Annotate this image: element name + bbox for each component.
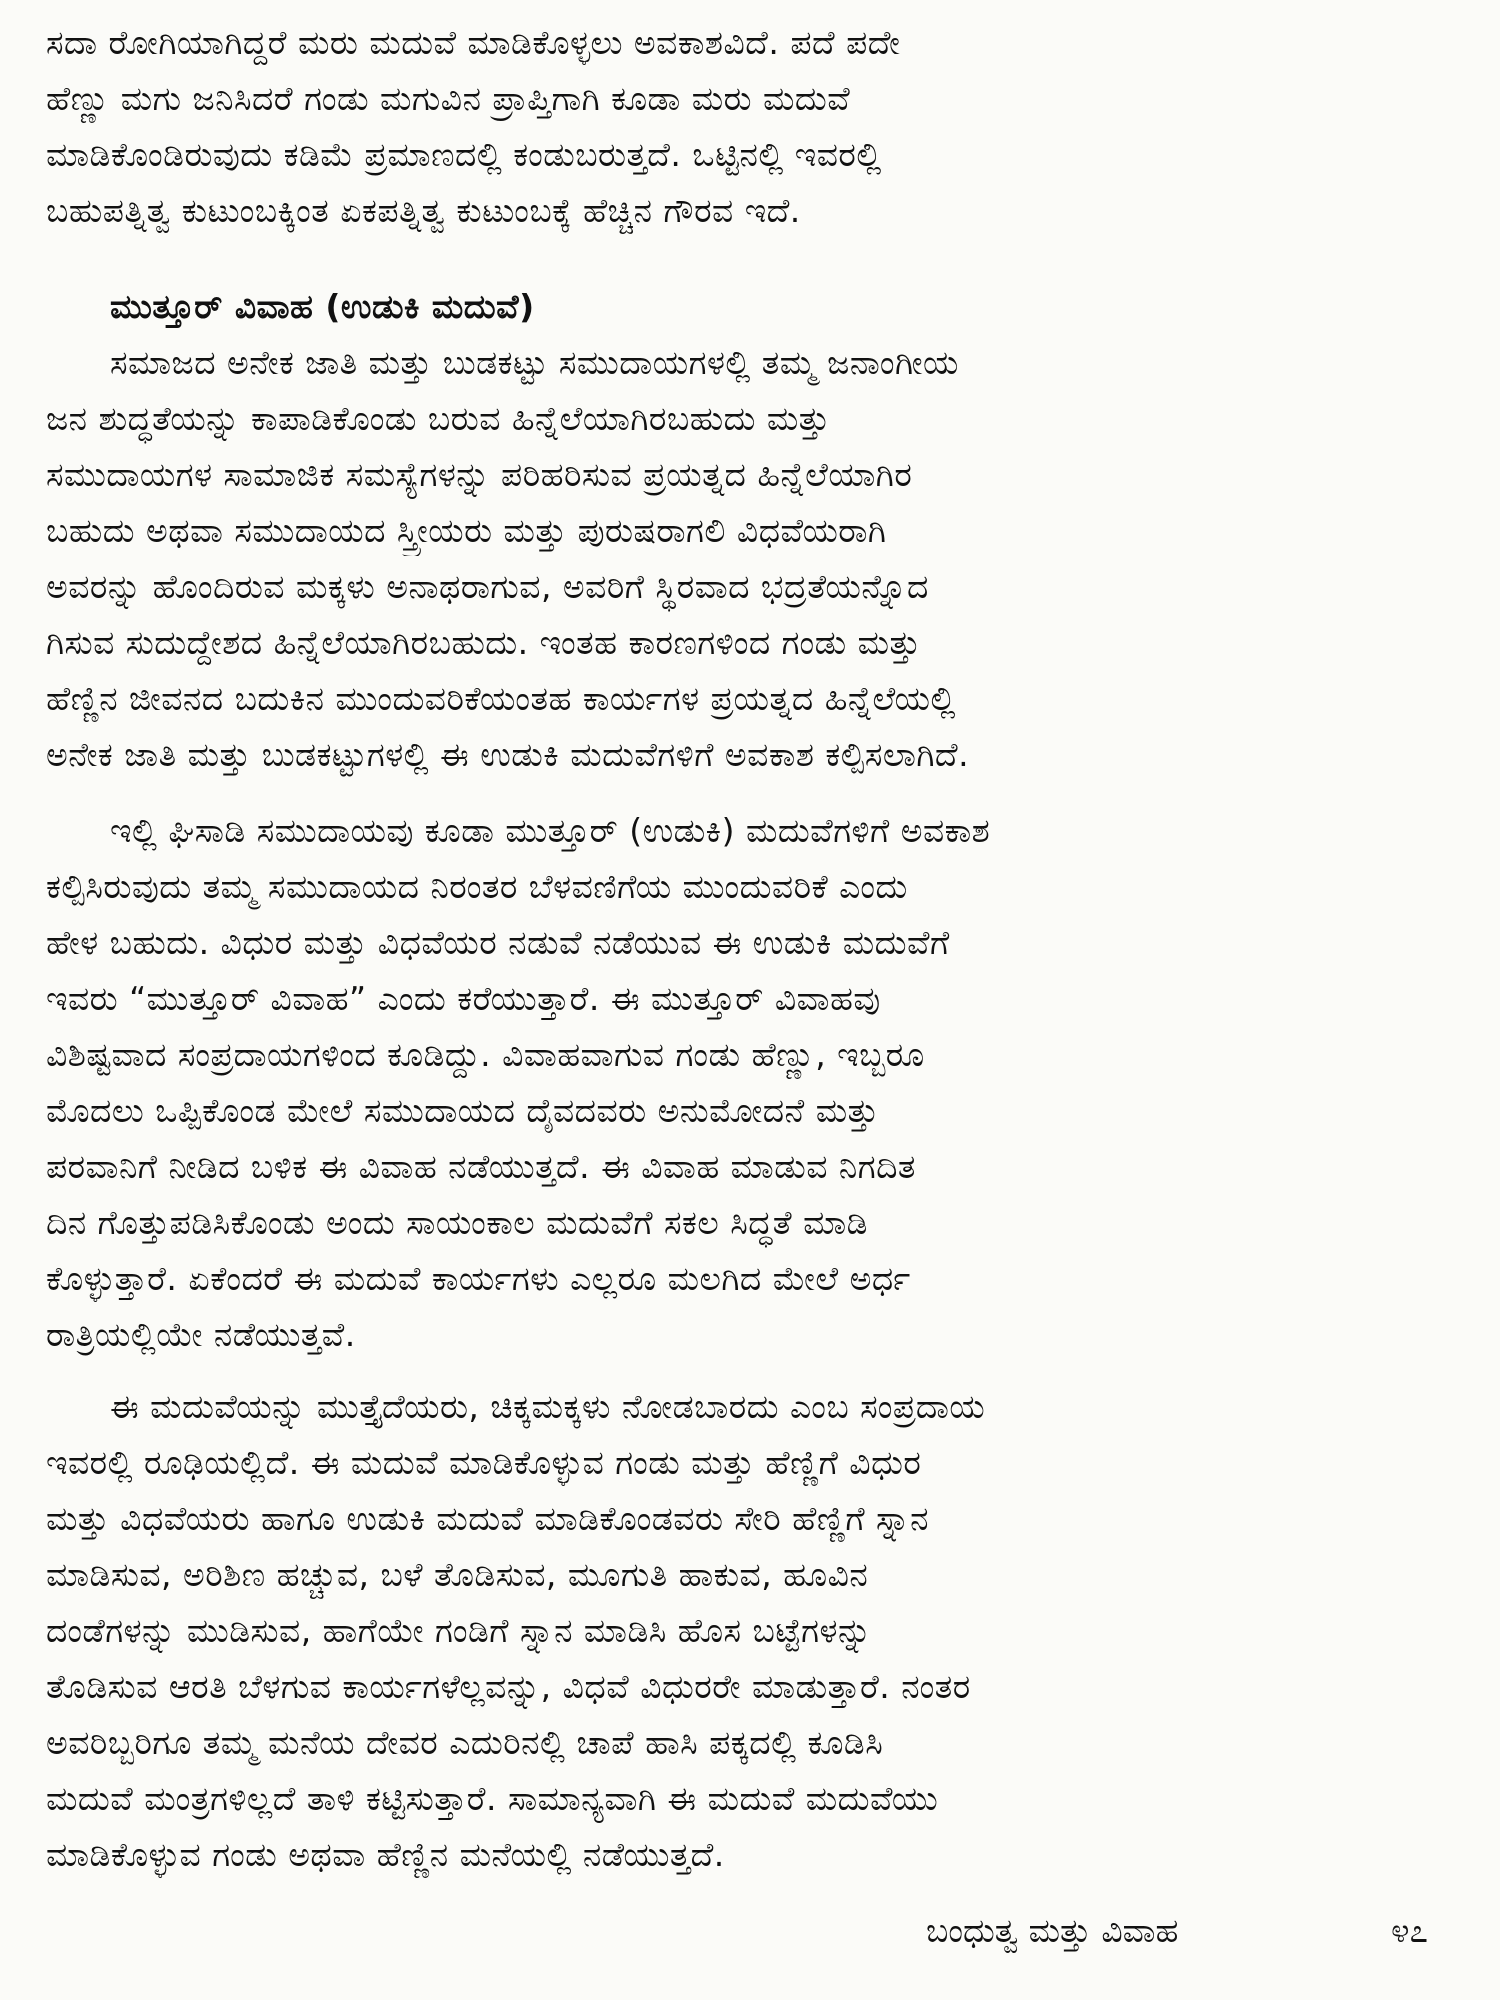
text-line: ಗಿಸುವ ಸುದುದ್ದೇಶದ ಹಿನ್ನೆಲೆಯಾಗಿರಬಹುದು. ಇಂತಹ ಕಾರಣಗಳಿಂದ ಗಂಡು ಮತ್ತು [46, 623, 921, 662]
page-footer [46, 1906, 1456, 1956]
running-footer-title: ಬಂಧುತ್ವ ಮತ್ತು ವಿವಾಹ [926, 1911, 1179, 1950]
text-line: ಇಲ್ಲಿ ಘಿಸಾಡಿ ಸಮುದಾಯವು ಕೂಡಾ ಮುತ್ತೂರ್ (ಉಡುಕಿ) ಮದುವೆಗಳಿಗೆ ಅವಕಾಶ [110, 811, 991, 850]
text-line: ದಂಡೆಗಳನ್ನು ಮುಡಿಸುವ, ಹಾಗೆಯೇ ಗಂಡಿಗೆ ಸ್ನಾನ ಮಾಡಿಸಿ ಹೊಸ ಬಟ್ಟೆಗಳನ್ನು [46, 1611, 872, 1650]
text-line: ಮಾಡಿಸುವ, ಅರಿಶಿಣ ಹಚ್ಚುವ, ಬಳೆ ತೊಡಿಸುವ, ಮೂಗುತಿ ಹಾಕುವ, ಹೂವಿನ [46, 1555, 869, 1594]
text-line: ಬಹುದು ಅಥವಾ ಸಮುದಾಯದ ಸ್ತ್ರೀಯರು ಮತ್ತು ಪುರುಷರಾಗಲಿ ವಿಧವೆಯರಾಗಿ [46, 511, 887, 550]
text-line: ತೊಡಿಸುವ ಆರತಿ ಬೆಳಗುವ ಕಾರ್ಯಗಳೆಲ್ಲವನ್ನು, ವಿಧವೆ ವಿಧುರರೇ ಮಾಡುತ್ತಾರೆ. ನಂತರ [46, 1667, 971, 1706]
text-line: ಇವರು “ಮುತ್ತೂರ್ ವಿವಾಹ” ಎಂದು ಕರೆಯುತ್ತಾರೆ. ಈ ಮುತ್ತೂರ್ ವಿವಾಹವು [46, 979, 881, 1018]
text-line: ಅನೇಕ ಜಾತಿ ಮತ್ತು ಬುಡಕಟ್ಟುಗಳಲ್ಲಿ ಈ ಉಡುಕಿ ಮದುವೆಗಳಿಗೆ ಅವಕಾಶ ಕಲ್ಪಿಸಲಾಗಿದೆ. [46, 735, 970, 774]
text-line: ಕಲ್ಪಿಸಿರುವುದು ತಮ್ಮ ಸಮುದಾಯದ ನಿರಂತರ ಬೆಳವಣಿಗೆಯ ಮುಂದುವರಿಕೆ ಎಂದು [46, 867, 908, 906]
page-number: ೪೭ [1391, 1911, 1428, 1950]
text-line: ಹೆಣ್ಣು ಮಗು ಜನಿಸಿದರೆ ಗಂಡು ಮಗುವಿನ ಪ್ರಾಪ್ತಿಗಾಗಿ ಕೂಡಾ ಮರು ಮದುವೆ [46, 79, 851, 118]
text-line: ಬಹುಪತ್ನಿತ್ವ ಕುಟುಂಬಕ್ಕಿಂತ ಏಕಪತ್ನಿತ್ವ ಕುಟುಂಬಕ್ಕೆ ಹೆಚ್ಚಿನ ಗೌರವ ಇದೆ. [46, 191, 801, 230]
text-line: ಮಾಡಿಕೊಳ್ಳುವ ಗಂಡು ಅಥವಾ ಹೆಣ್ಣಿನ ಮನೆಯಲ್ಲಿ ನಡೆಯುತ್ತದೆ. [46, 1835, 725, 1874]
text-line: ಈ ಮದುವೆಯನ್ನು ಮುತ್ತೈದೆಯರು, ಚಿಕ್ಕಮಕ್ಕಳು ನೋಡಬಾರದು ಎಂಬ ಸಂಪ್ರದಾಯ [110, 1387, 986, 1426]
text-line: ಹೆಣ್ಣಿನ ಜೀವನದ ಬದುಕಿನ ಮುಂದುವರಿಕೆಯಂತಹ ಕಾರ್ಯಗಳ ಪ್ರಯತ್ನದ ಹಿನ್ನೆಲೆಯಲ್ಲಿ [46, 679, 956, 718]
text-line: ಮೊದಲು ಒಪ್ಪಿಕೊಂಡ ಮೇಲೆ ಸಮುದಾಯದ ದೈವದವರು ಅನುಮೋದನೆ ಮತ್ತು [46, 1091, 879, 1130]
text-line: ವಿಶಿಷ್ಟವಾದ ಸಂಪ್ರದಾಯಗಳಿಂದ ಕೂಡಿದ್ದು. ವಿವಾಹವಾಗುವ ಗಂಡು ಹೆಣ್ಣು, ಇಬ್ಬರೂ [46, 1035, 925, 1074]
text-line: ಪರವಾನಿಗೆ ನೀಡಿದ ಬಳಿಕ ಈ ವಿವಾಹ ನಡೆಯುತ್ತದೆ. ಈ ವಿವಾಹ ಮಾಡುವ ನಿಗದಿತ [46, 1147, 916, 1186]
text-line: ದಿನ ಗೊತ್ತುಪಡಿಸಿಕೊಂಡು ಅಂದು ಸಾಯಂಕಾಲ ಮದುವೆಗೆ ಸಕಲ ಸಿದ್ಧತೆ ಮಾಡಿ [46, 1203, 868, 1242]
text-line: ಜನ ಶುದ್ಧತೆಯನ್ನು ಕಾಪಾಡಿಕೊಂಡು ಬರುವ ಹಿನ್ನೆಲೆಯಾಗಿರಬಹುದು ಮತ್ತು [46, 399, 831, 438]
text-line: ರಾತ್ರಿಯಲ್ಲಿಯೇ ನಡೆಯುತ್ತವೆ. [46, 1315, 356, 1354]
text-line: ಸಮುದಾಯಗಳ ಸಾಮಾಜಿಕ ಸಮಸ್ಯೆಗಳನ್ನು ಪರಿಹರಿಸುವ ಪ್ರಯತ್ನದ ಹಿನ್ನೆಲೆಯಾಗಿರ [46, 455, 913, 494]
text-line: ಮಾಡಿಕೊಂಡಿರುವುದು ಕಡಿಮೆ ಪ್ರಮಾಣದಲ್ಲಿ ಕಂಡುಬರುತ್ತದೆ. ಒಟ್ಟಿನಲ್ಲಿ ಇವರಲ್ಲಿ [46, 135, 882, 174]
text-line: ಮದುವೆ ಮಂತ್ರಗಳಿಲ್ಲದೆ ತಾಳಿ ಕಟ್ಟಿಸುತ್ತಾರೆ. ಸಾಮಾನ್ಯವಾಗಿ ಈ ಮದುವೆ ಮದುವೆಯು [46, 1779, 939, 1818]
text-line: ಸಮಾಜದ ಅನೇಕ ಜಾತಿ ಮತ್ತು ಬುಡಕಟ್ಟು ಸಮುದಾಯಗಳಲ್ಲಿ ತಮ್ಮ ಜನಾಂಗೀಯ [110, 343, 959, 382]
text-line: ಅವರನ್ನು ಹೊಂದಿರುವ ಮಕ್ಕಳು ಅನಾಥರಾಗುವ, ಅವರಿಗೆ ಸ್ಥಿರವಾದ ಭದ್ರತೆಯನ್ನೊದ [46, 567, 929, 606]
text-line: ಹೇಳ ಬಹುದು. ವಿಧುರ ಮತ್ತು ವಿಧವೆಯರ ನಡುವೆ ನಡೆಯುವ ಈ ಉಡುಕಿ ಮದುವೆಗೆ [46, 923, 950, 962]
text-line: ಸದಾ ರೋಗಿಯಾಗಿದ್ದರೆ ಮರು ಮದುವೆ ಮಾಡಿಕೊಳ್ಳಲು ಅವಕಾಶವಿದೆ. ಪದೆ ಪದೇ [46, 23, 901, 62]
text-line: ಮತ್ತು ವಿಧವೆಯರು ಹಾಗೂ ಉಡುಕಿ ಮದುವೆ ಮಾಡಿಕೊಂಡವರು ಸೇರಿ ಹೆಣ್ಣಿಗೆ ಸ್ನಾನ [46, 1499, 930, 1538]
section-heading: ಮುತ್ತೂರ್ ವಿವಾಹ (ಉಡುಕಿ ಮದುವೆ) [110, 287, 535, 326]
document-page [46, 18, 1456, 1982]
text-line: ಅವರಿಬ್ಬರಿಗೂ ತಮ್ಮ ಮನೆಯ ದೇವರ ಎದುರಿನಲ್ಲಿ ಚಾಪೆ ಹಾಸಿ ಪಕ್ಕದಲ್ಲಿ ಕೂಡಿಸಿ [46, 1723, 884, 1762]
text-line: ಕೊಳ್ಳುತ್ತಾರೆ. ಏಕೆಂದರೆ ಈ ಮದುವೆ ಕಾರ್ಯಗಳು ಎಲ್ಲರೂ ಮಲಗಿದ ಮೇಲೆ ಅರ್ಧ [46, 1259, 911, 1298]
text-line: ಇವರಲ್ಲಿ ರೂಢಿಯಲ್ಲಿದೆ. ಈ ಮದುವೆ ಮಾಡಿಕೊಳ್ಳುವ ಗಂಡು ಮತ್ತು ಹೆಣ್ಣಿಗೆ ವಿಧುರ [46, 1443, 922, 1482]
